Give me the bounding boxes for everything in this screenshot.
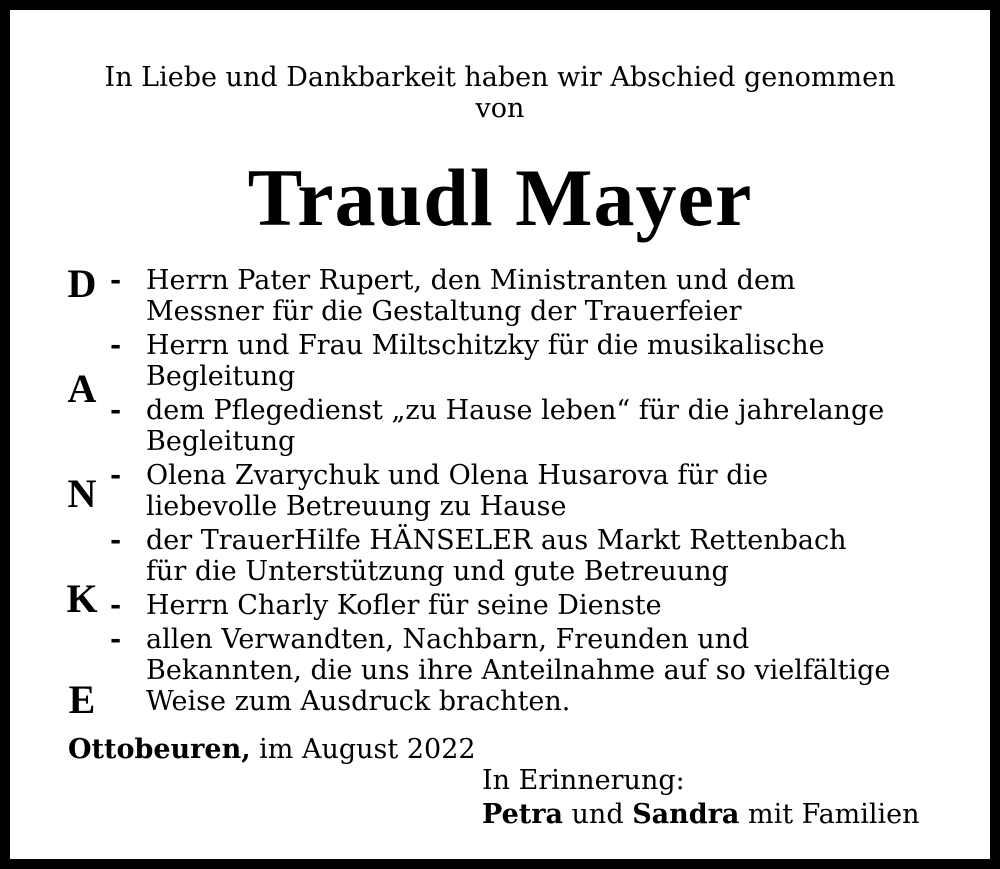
- place-date: [68, 734, 476, 765]
- item-line: für die Unterstützung und gute Betreuung: [146, 556, 729, 587]
- item-line: liebevolle Betreuung zu Hause: [146, 491, 567, 522]
- item-dash: -: [110, 395, 122, 426]
- item-dash: -: [110, 265, 122, 296]
- item-line: Herrn Pater Rupert, den Ministranten und dem: [146, 265, 796, 296]
- danke-letter-e: E: [68, 677, 96, 722]
- item-line: Messner für die Gestaltung der Trauerfeier: [146, 296, 742, 327]
- item-dash: -: [110, 590, 122, 621]
- item-line: Begleitung: [146, 361, 296, 392]
- item-dash: -: [110, 330, 122, 361]
- item-line: allen Verwandten, Nachbarn, Freunden und: [146, 624, 750, 655]
- danke-letter-k: K: [66, 576, 98, 621]
- item-line: dem Pflegedienst „zu Hause leben“ für die jahrelange: [146, 395, 885, 426]
- intro-line-2: von: [475, 93, 525, 124]
- deceased-name: Traudl Mayer: [247, 152, 753, 243]
- danke-letter-d: D: [67, 261, 97, 306]
- danke-letter-n: N: [67, 471, 97, 516]
- signer-suffix: mit Familien: [739, 799, 920, 830]
- intro-line-1: In Liebe und Dankbarkeit haben wir Abschied genommen: [104, 62, 896, 93]
- date: im August 2022: [250, 734, 476, 765]
- item-line: Herrn Charly Kofler für seine Dienste: [146, 590, 662, 621]
- remembrance-label: In Erinnerung:: [482, 765, 685, 796]
- signer-petra: Petra: [482, 799, 563, 830]
- signer-sandra: Sandra: [632, 799, 740, 830]
- item-dash: -: [110, 624, 122, 655]
- danke-letter-a: A: [67, 366, 97, 411]
- item-line: Olena Zvarychuk und Olena Husarova für die: [146, 460, 769, 491]
- item-dash: -: [110, 525, 122, 556]
- item-line: Weise zum Ausdruck brachten.: [146, 686, 571, 717]
- item-line: der TrauerHilfe HÄNSELER aus Markt Rettenbach: [146, 525, 847, 556]
- item-dash: -: [110, 460, 122, 491]
- item-line: Bekannten, die uns ihre Anteilnahme auf so vielfältige: [146, 655, 891, 686]
- obituary-card: [10, 10, 990, 859]
- signer-connector: und: [562, 799, 633, 830]
- intro-text: [0, 62, 1000, 124]
- place: Ottobeuren,: [68, 734, 251, 765]
- signature-line: [482, 799, 920, 830]
- item-line: Herrn und Frau Miltschitzky für die musikalische: [146, 330, 825, 361]
- item-line: Begleitung: [146, 426, 296, 457]
